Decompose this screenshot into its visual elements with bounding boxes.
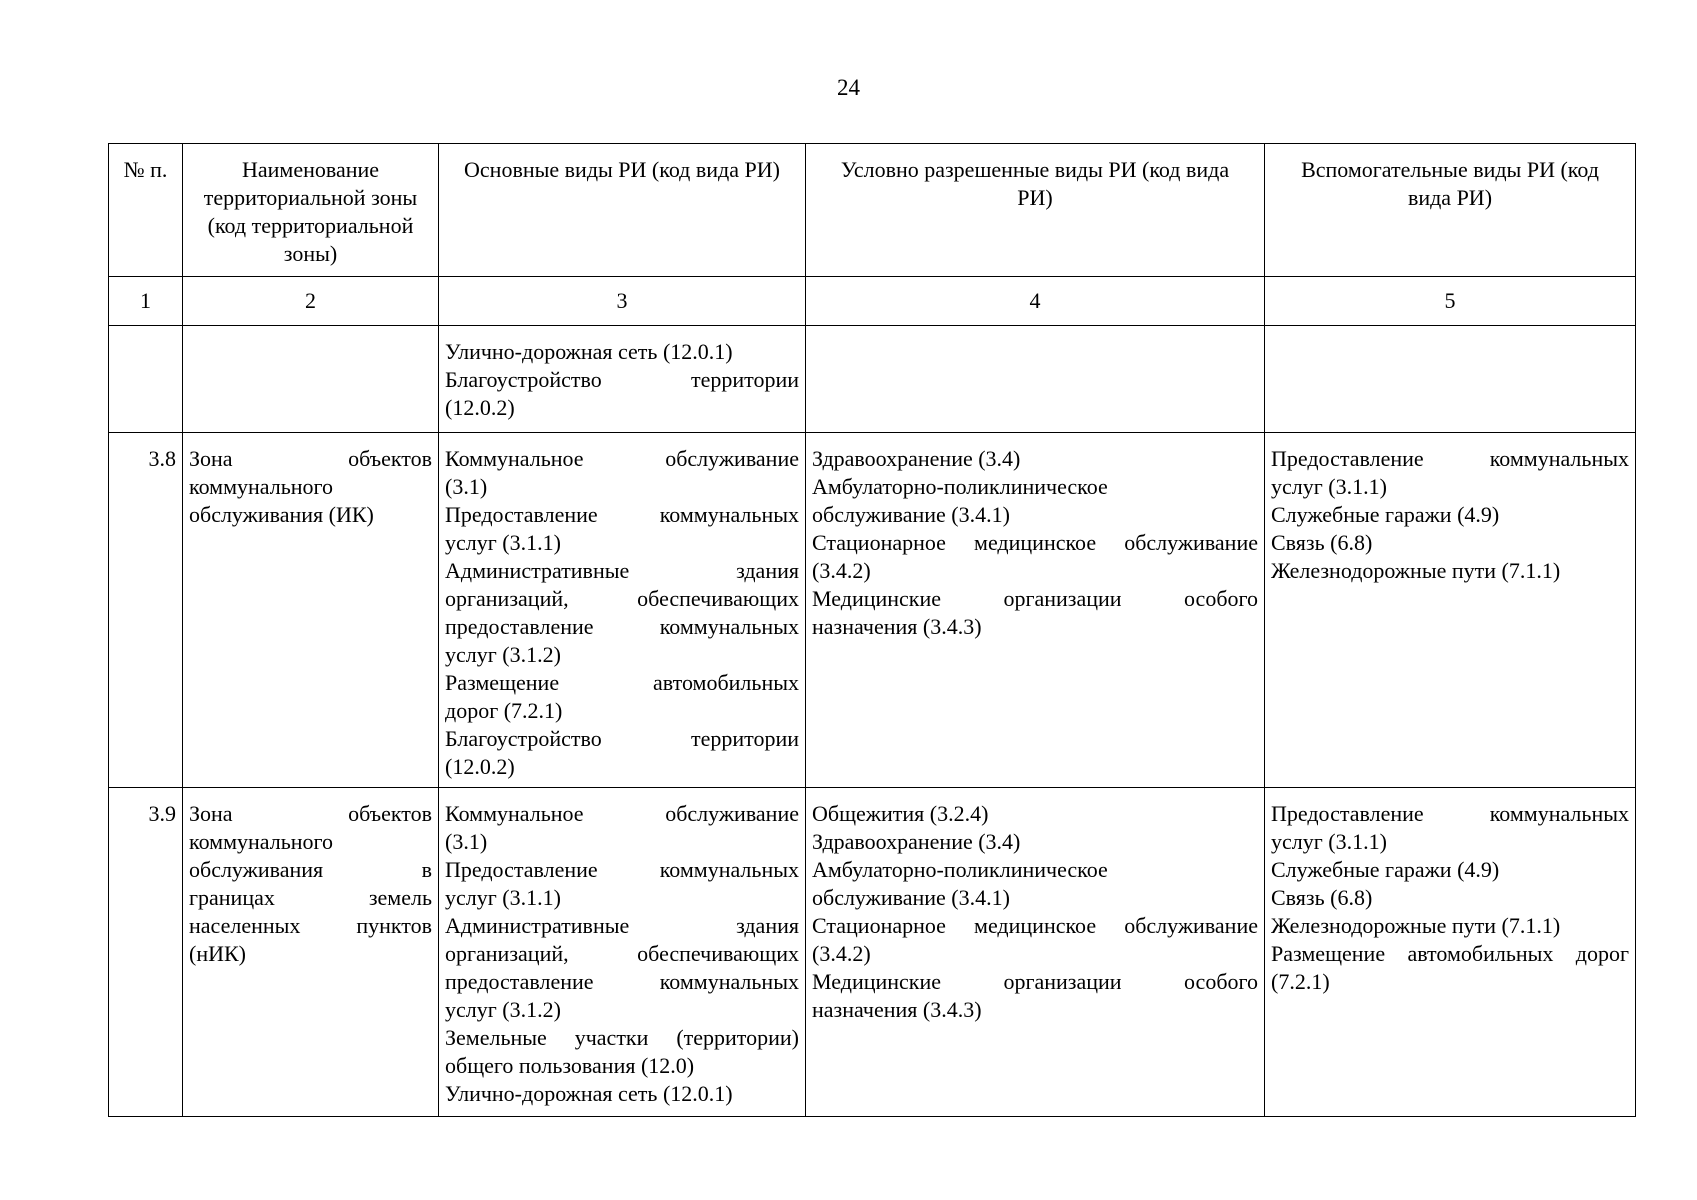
header-auxiliary-uses	[1265, 144, 1636, 277]
cell-text-line: (3.4.2)	[812, 558, 871, 583]
header-number	[109, 144, 183, 277]
table-row	[109, 433, 1636, 788]
cell-text-line: (12.0.2)	[445, 395, 515, 420]
cell-text-line: Медицинские организации особого	[812, 969, 1258, 994]
cell-text-line: Связь (6.8)	[1271, 530, 1373, 555]
column-index: 2	[183, 277, 439, 326]
cell-text-line: общего пользования (12.0)	[445, 1053, 695, 1078]
column-index: 4	[806, 277, 1265, 326]
cell-text-line: услуг (3.1.2)	[445, 997, 561, 1022]
cell-text-line: услуг (3.1.1)	[445, 530, 561, 555]
cell-text-line: Здравоохранение (3.4)	[812, 446, 1021, 471]
column-index: 1	[109, 277, 183, 326]
cell-text-line: назначения (3.4.3)	[812, 997, 982, 1022]
main-uses-cell	[439, 326, 806, 433]
cell-text-line: Коммунальное обслуживание	[445, 801, 799, 826]
column-index: 3	[439, 277, 806, 326]
cell-text-line: коммунального	[189, 474, 333, 499]
cell-text-line: коммунального	[189, 829, 333, 854]
zone-name-cell	[183, 788, 439, 1117]
cell-text-line: Благоустройство территории	[445, 726, 799, 751]
cell-text-line: Улично-дорожная сеть (12.0.1)	[445, 339, 733, 364]
table-header-row	[109, 144, 1636, 277]
cell-text-line: Предоставление коммунальных	[445, 857, 799, 882]
cell-text-line: Служебные гаражи (4.9)	[1271, 502, 1500, 527]
cell-text-line: Наименование	[241, 157, 380, 182]
row-number	[109, 326, 183, 433]
cell-text-line: вида РИ)	[1407, 185, 1493, 210]
cell-text-line: Общежития (3.2.4)	[812, 801, 989, 826]
cell-text-line: (нИК)	[189, 941, 246, 966]
cell-text-line: Условно разрешенные виды РИ (код вида	[840, 157, 1230, 182]
cell-text-line: Размещение автомобильных	[445, 670, 799, 695]
cell-text-line: Предоставление коммунальных	[1271, 801, 1629, 826]
cell-text-line: Размещение автомобильных дорог	[1271, 941, 1629, 966]
main-uses-cell	[439, 433, 806, 788]
cell-text-line: № п.	[123, 157, 168, 182]
table-row	[109, 788, 1636, 1117]
main-uses-cell	[439, 788, 806, 1117]
cell-text-line: Медицинские организации особого	[812, 586, 1258, 611]
cell-text-line: Коммунальное обслуживание	[445, 446, 799, 471]
cell-text-line: обслуживание (3.4.1)	[812, 885, 1010, 910]
column-index: 5	[1265, 277, 1636, 326]
cell-text-line: Вспомогательные виды РИ (код	[1301, 157, 1599, 182]
cell-text-line: населенных пунктов	[189, 913, 432, 938]
cell-text-line: Улично-дорожная сеть (12.0.1)	[445, 1081, 733, 1106]
header-zone-name	[183, 144, 439, 277]
cell-text-line: предоставление коммунальных	[445, 969, 799, 994]
cell-text-line: Здравоохранение (3.4)	[812, 829, 1021, 854]
cell-text-line: услуг (3.1.1)	[1271, 829, 1387, 854]
cell-text-line: Предоставление коммунальных	[1271, 446, 1629, 471]
cell-text-line: организаций, обеспечивающих	[445, 586, 799, 611]
header-conditional-uses	[806, 144, 1265, 277]
cell-text-line: назначения (3.4.3)	[812, 614, 982, 639]
cell-text-line: обслуживание (3.4.1)	[812, 502, 1010, 527]
header-main-uses	[439, 144, 806, 277]
cell-text-line: Благоустройство территории	[445, 367, 799, 392]
cell-text-line: Амбулаторно-поликлиническое	[812, 474, 1108, 499]
cell-text-line: (3.4.2)	[812, 941, 871, 966]
cell-text-line: (3.1)	[445, 474, 488, 499]
cell-text-line: Стационарное медицинское обслуживание	[812, 530, 1258, 555]
cell-text-line: зоны)	[283, 241, 338, 266]
conditional-uses-cell	[806, 326, 1265, 433]
zone-name-cell	[183, 326, 439, 433]
cell-text-line: Земельные участки (территории)	[445, 1025, 799, 1050]
cell-text-line: территориальной зоны	[203, 185, 418, 210]
cell-text-line: обслуживания (ИК)	[189, 502, 374, 527]
cell-text-line: Железнодорожные пути (7.1.1)	[1271, 913, 1561, 938]
cell-text-line: услуг (3.1.2)	[445, 642, 561, 667]
auxiliary-uses-cell	[1265, 433, 1636, 788]
row-number: 3.8	[109, 433, 183, 788]
cell-text-line: Административные здания	[445, 558, 799, 583]
cell-text-line: (код территориальной	[207, 213, 414, 238]
table-row	[109, 326, 1636, 433]
cell-text-line: организаций, обеспечивающих	[445, 941, 799, 966]
cell-text-line: (7.2.1)	[1271, 969, 1330, 994]
cell-text-line: Стационарное медицинское обслуживание	[812, 913, 1258, 938]
cell-text-line: услуг (3.1.1)	[445, 885, 561, 910]
page-number: 24	[837, 75, 860, 100]
cell-text-line: предоставление коммунальных	[445, 614, 799, 639]
cell-text-line: Служебные гаражи (4.9)	[1271, 857, 1500, 882]
auxiliary-uses-cell	[1265, 788, 1636, 1117]
auxiliary-uses-cell	[1265, 326, 1636, 433]
zones-table	[108, 143, 1636, 1117]
cell-text-line: Зона объектов	[189, 801, 432, 826]
cell-text-line: дорог (7.2.1)	[445, 698, 563, 723]
cell-text-line: (12.0.2)	[445, 754, 515, 779]
cell-text-line: обслуживания в	[189, 857, 432, 882]
conditional-uses-cell	[806, 433, 1265, 788]
zone-name-cell	[183, 433, 439, 788]
cell-text-line: Амбулаторно-поликлиническое	[812, 857, 1108, 882]
cell-text-line: Административные здания	[445, 913, 799, 938]
cell-text-line: Зона объектов	[189, 446, 432, 471]
cell-text-line: границах земель	[189, 885, 432, 910]
column-index-row	[109, 277, 1636, 326]
cell-text-line: Основные виды РИ (код вида РИ)	[464, 157, 780, 182]
cell-text-line: Предоставление коммунальных	[445, 502, 799, 527]
cell-text-line: Связь (6.8)	[1271, 885, 1373, 910]
row-number: 3.9	[109, 788, 183, 1117]
cell-text-line: услуг (3.1.1)	[1271, 474, 1387, 499]
cell-text-line: (3.1)	[445, 829, 488, 854]
conditional-uses-cell	[806, 788, 1265, 1117]
cell-text-line: Железнодорожные пути (7.1.1)	[1271, 558, 1561, 583]
cell-text-line: РИ)	[1017, 185, 1053, 210]
